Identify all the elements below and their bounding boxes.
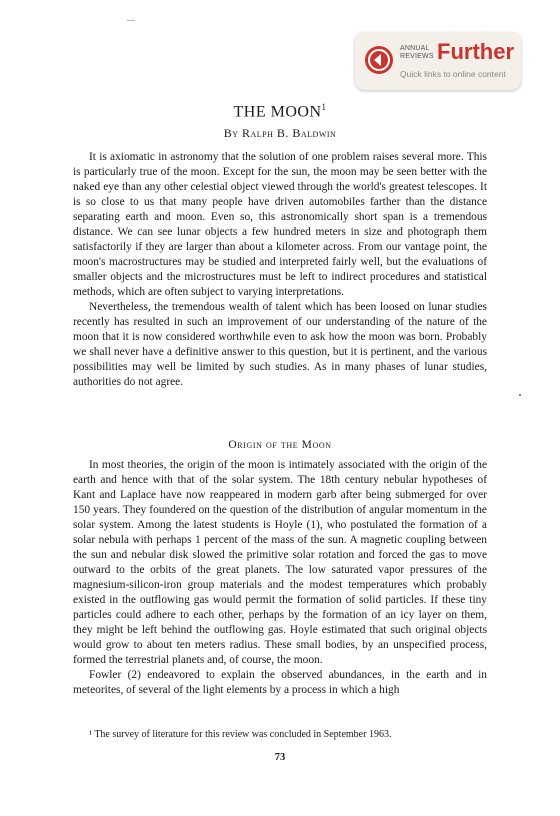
paragraph: In most theories, the origin of the moon is intimately associated with the origin of the earth and hence with that of the solar system. The 18th century nebular hypotheses of Kant and Laplace have now reappeared in modern garb after being submerged for over 150 years. They foundered on the question of the distribution of angular momentum in the solar system. Among the latest students is Hoyle (1), who postulated the formation of a solar nebula with perhaps 1 percent of the mass of the sun. A magnetic coupling between the sun and nebular disk slowed the primitive solar rotation and forced the gas to move outward to the orbits of the great planets. The low saturated vapor pressures of the magnesium-silicon-iron group materials and the modest temperatures which probably existed in the outflowing gas would permit the formation of solid particles. If these tiny particles could adhere to each other, perhaps by the formation of an icy layer on them, they might be left behind the outflowing gas. Hoyle estimated that such original objects would grow to about ten meters radius. These small bodies, by an unspecified process, formed the terrestrial planets and, of course, the moon. [73,459,487,666]
origin-section [73,458,487,698]
paragraph: It is axiomatic in astronomy that the solution of one problem raises several more. This is particularly true of the moon. Except for the sun, the moon may be seen better with the naked eye than any other celestial object viewed through the world's greatest telescopes. It is so close to us that many people have driven automobiles farther than the distance separating earth and moon. Even so, this astronomically short span is a tremendous distance. We can see lunar objects a few hundred meters in size and photograph them satisfactorily if they are larger than about a kilometer across. From our vantage point, the moon's macrostructures may be studied and interpreted fairly well, but the evaluations of smaller objects and the microstructures must be left to indirect procedures and statistical methods, which are often subject to varying interpretations. [73,151,487,298]
badge-subtitle: Quick links to online content [400,69,506,79]
page-number: 73 [274,752,286,763]
badge-further-label: Further [437,39,514,64]
paragraph: Fowler (2) endeavored to explain the observed abundances, in the earth and in meteorites, of several of the light elements by a process in which a high [73,669,487,696]
scan-mark [519,394,521,396]
article-author: By Ralph B. Baldwin [223,126,337,140]
annual-reviews-logo-icon [365,46,393,74]
intro-section [73,150,487,390]
article-title-text: THE MOON [233,103,322,121]
paragraph: Nevertheless, the tremendous wealth of talent which has been loosed on lunar studies recently has resulted in such an improvement of our understanding of the nature of the moon that it is now considered worthwhile even to ask how the moon was born. Probably we shall never have a definitive answer to this question, but it is pertinent, and the various possibilities may well be limited by such studies. As in many phases of lunar studies, authorities do not agree. [73,301,487,388]
footnote: ¹ The survey of literature for this review was concluded in September 1963. [89,729,392,740]
badge-brand-line1: ANNUAL [400,45,430,52]
title-footnote-marker: 1 [321,102,327,112]
article-title [0,102,560,121]
section-heading: Origin of the Moon [228,439,332,451]
badge-brand [400,45,434,61]
further-links-badge[interactable] [355,32,521,90]
scan-mark [127,20,135,21]
badge-brand-line2: REVIEWS [400,53,434,60]
